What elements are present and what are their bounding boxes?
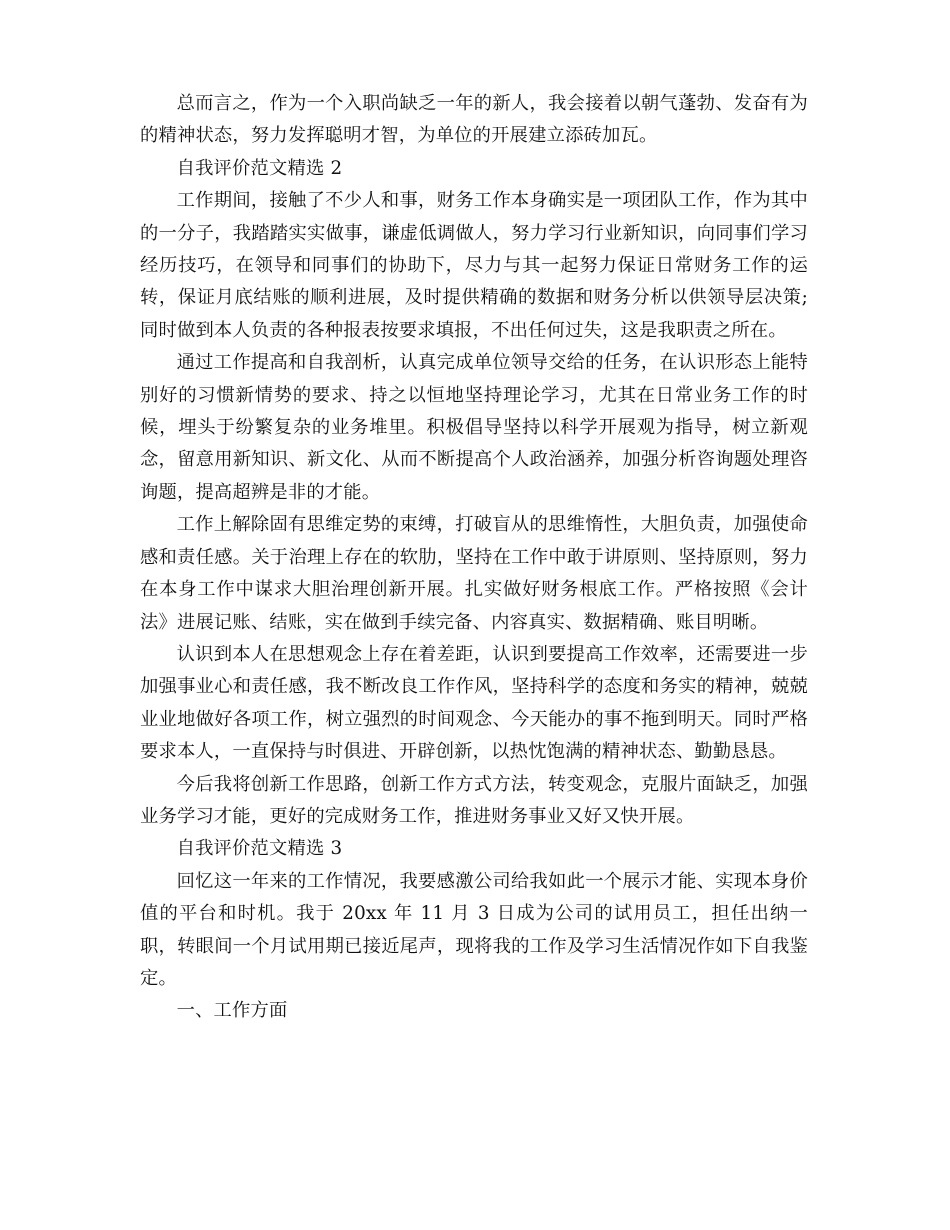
paragraph-awareness: 认识到本人在思想观念上存在着差距，认识到要提高工作效率，还需要进一步加强事业心和责任感，我不断改良工作作风，坚持科学的态度和务实的精神，兢兢业业地做好各项工作，树立强烈的时间观念、今天能办的事不拖到明天。同时严格要求本人，一直保持与时俱进、开辟创新，以热忱饱满的精神状态、勤勤恳恳。	[140, 643, 808, 763]
subheading-work-aspect: 一、工作方面	[176, 1000, 288, 1022]
section-heading-2: 自我评价范文精选 2	[176, 157, 343, 179]
paragraph-future-plan: 今后我将创新工作思路，创新工作方式方法，转变观念，克服片面缺乏，加强业务学习才能，更好的完成财务工作，推进财务事业又好又快开展。	[140, 773, 808, 827]
paragraph-break-thinking: 工作上解除固有思维定势的束缚，打破盲从的思维惰性，大胆负责，加强使命感和责任感。关于治理上存在的软肋，坚持在工作中敢于讲原则、坚持原则，努力在本身工作中谋求大胆治理创新开展。扎实做好财务根底工作。严格按照《会计法》进展记账、结账，实在做到手续完备、内容真实、数据精确、账目明晰。	[140, 514, 808, 633]
paragraph-work-period: 工作期间，接触了不少人和事，财务工作本身确实是一项团队工作，作为其中的一分子，我踏踏实实做事，谦虚低调做人，努力学习行业新知识，向同事们学习经历技巧，在领导和同事们的协助下，尽力与其一起努力保证日常财务工作的运转，保证月底结账的顺利进展，及时提供精确的数据和财务分析以供领导层决策;同时做到本人负责的各种报表按要求填报，不出任何过失，这是我职责之所在。	[140, 190, 808, 341]
paragraph-self-analysis: 通过工作提高和自我剖析，认真完成单位领导交给的任务，在认识形态上能特别好的习惯新情势的要求、持之以恒地坚持理论学习，尤其在日常业务工作的时候，埋头于纷繁复杂的业务堆里。积极倡导坚持以科学开展观为指导，树立新观念，留意用新知识、新文化、从而不断提高个人政治涵养，加强分析咨询题处理咨询题，提高超辨是非的才能。	[140, 352, 808, 503]
document-page	[140, 88, 808, 1028]
section-heading-3: 自我评价范文精选 3	[176, 838, 343, 860]
paragraph-review: 回忆这一年来的工作情况，我要感激公司给我如此一个展示才能、实现本身价值的平台和时机。我于 20xx 年 11 月 3 日成为公司的试用员工，担任出纳一职，转眼间一个月试用期已接近尾声，现将我的工作及学习生活情况作如下自我鉴定。	[140, 870, 808, 989]
paragraph-summary: 总而言之，作为一个入职尚缺乏一年的新人，我会接着以朝气蓬勃、发奋有为的精神状态，努力发挥聪明才智，为单位的开展建立添砖加瓦。	[140, 93, 808, 147]
